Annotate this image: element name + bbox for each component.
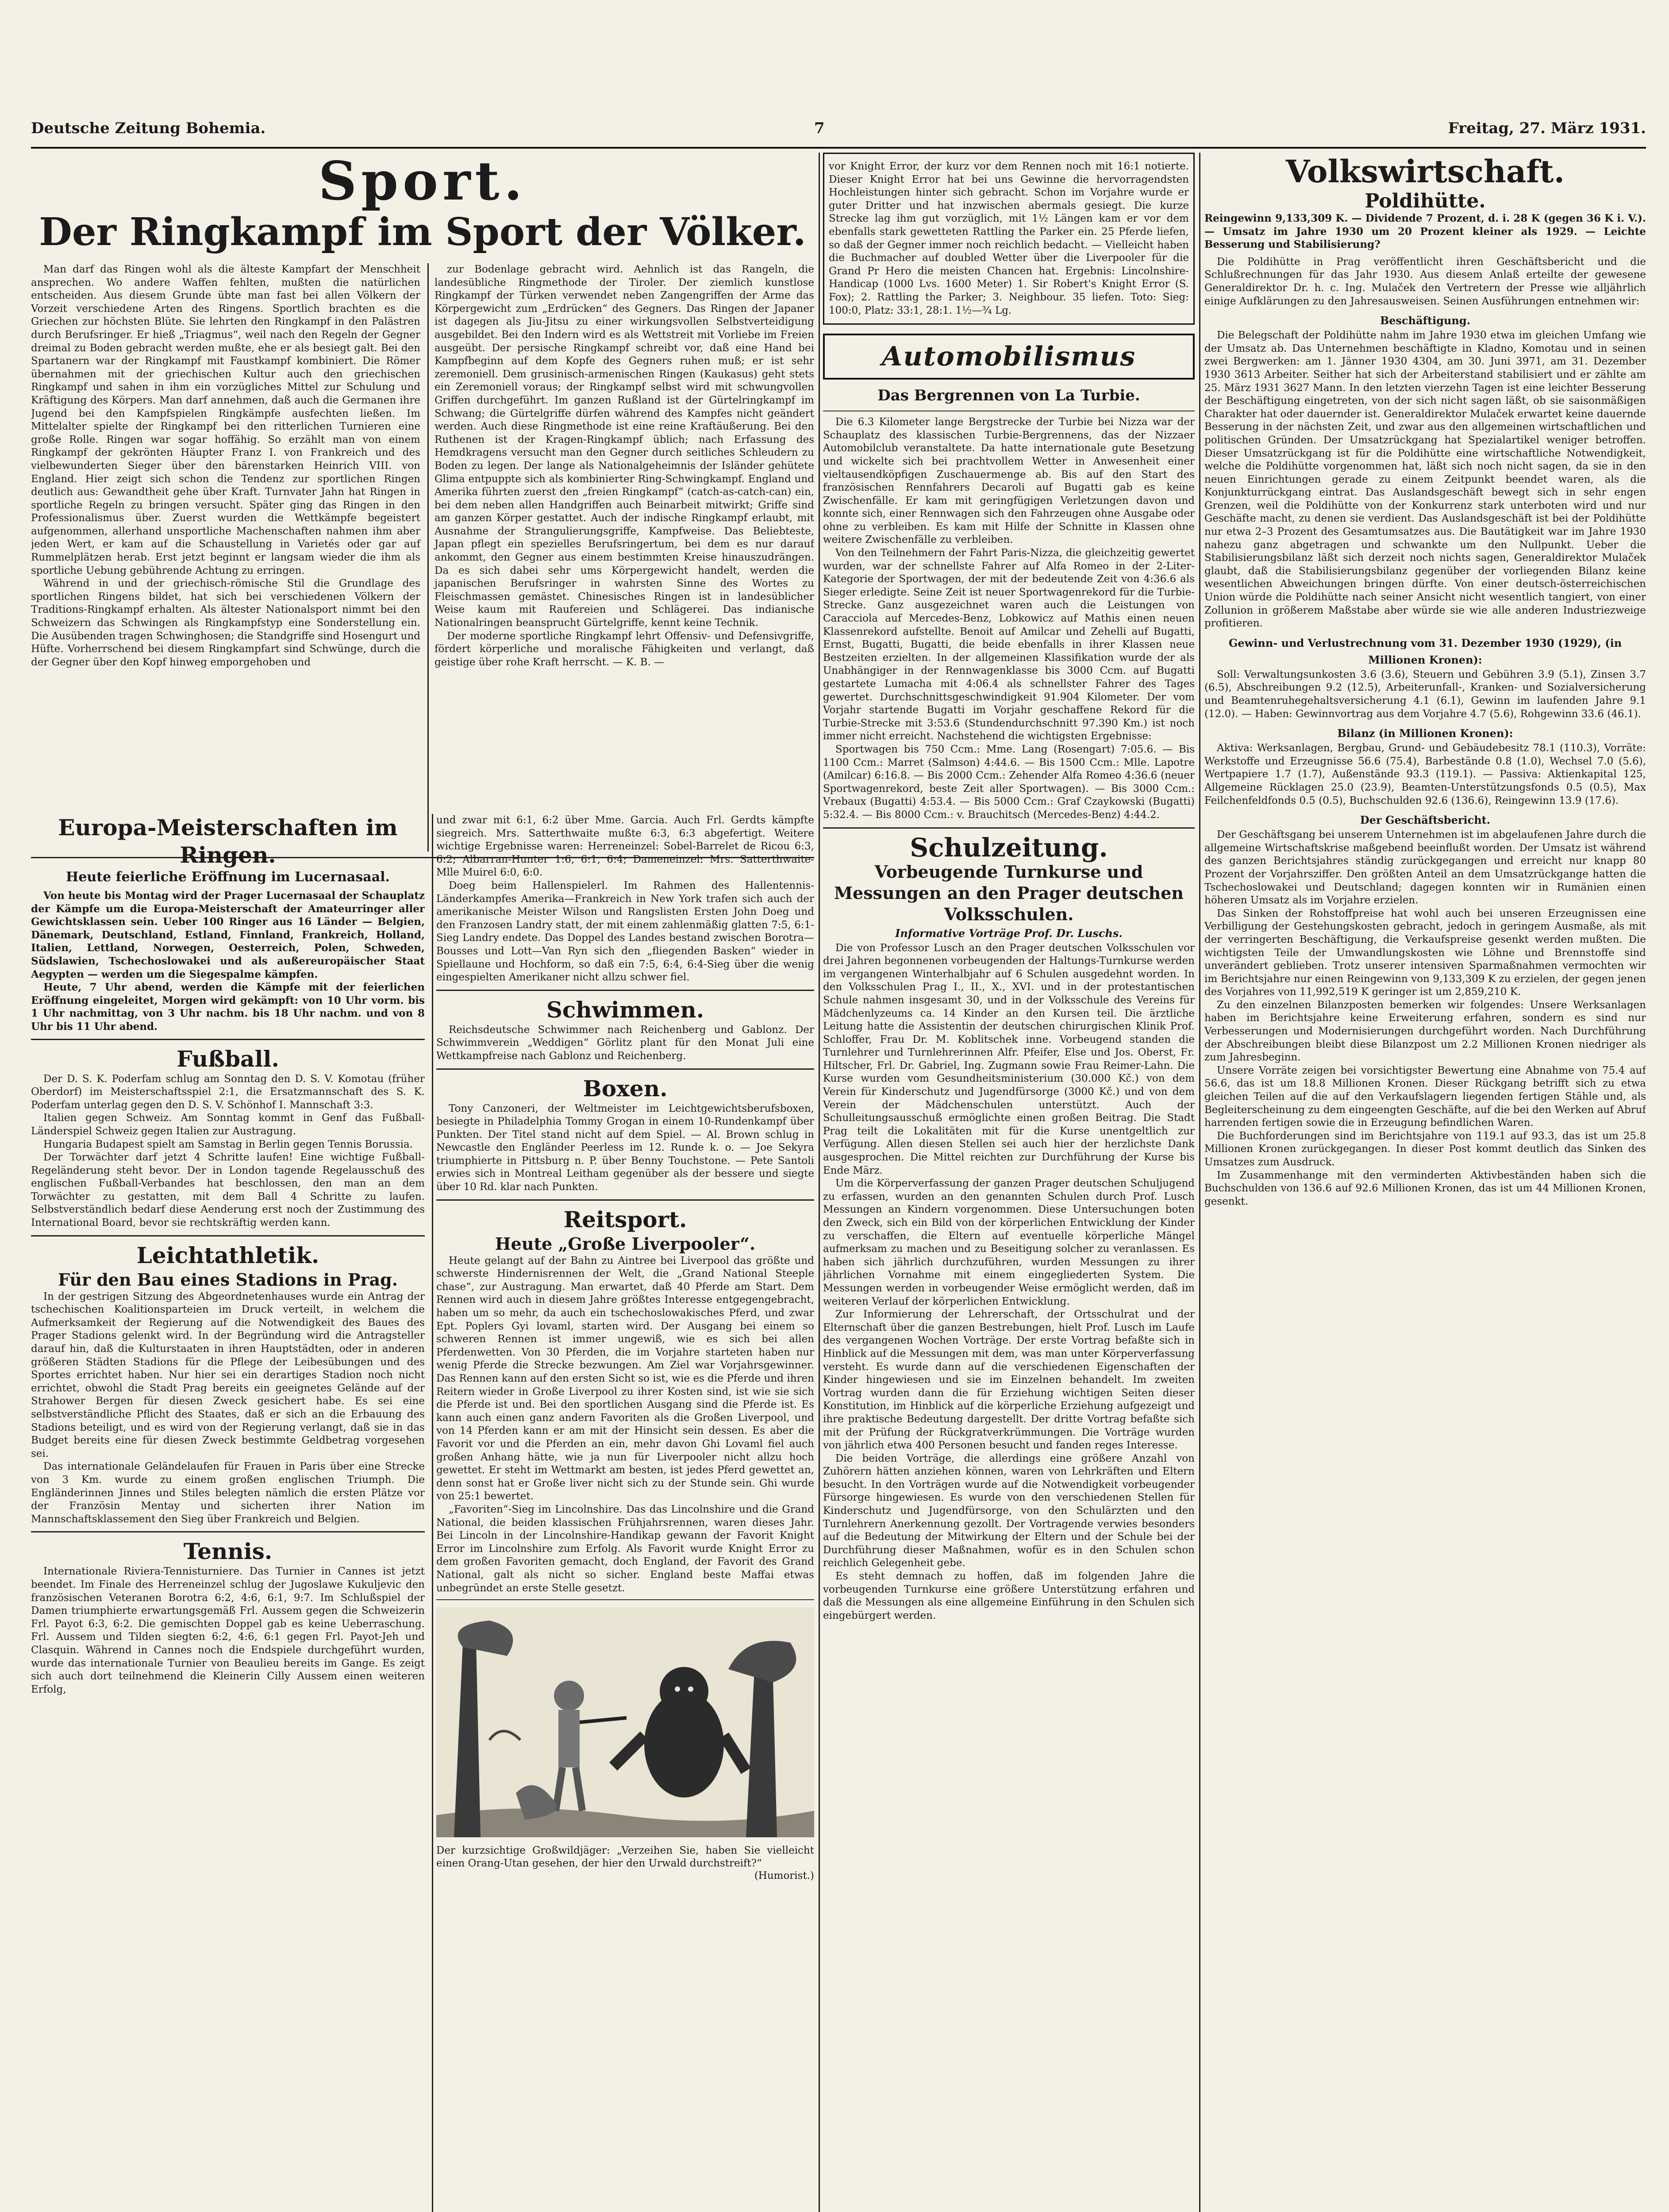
page-number: 7	[814, 119, 825, 137]
bilanz-title: Bilanz (in Millionen Kronen):	[1337, 727, 1513, 740]
sport-section	[31, 153, 814, 864]
cartoon-illustration	[436, 1607, 814, 1837]
beschaeftigung-title: Beschäftigung.	[1380, 314, 1471, 327]
paragraph: Während in und der griechisch-römische Stil die Grundlage des sportlichen Ringens bildet, hat sich bei verschiedenen Völkern der Traditions-Ringkampf erhalten. Als ältester Nationalsport nimmt bei den Schweizern das Schwingen als Ringkampfstyp eine Sonderstellung ein. Die Ausübenden tragen Schwinghosen; die Standgriffe sind Hosengurt und Hüfte. Vorherrschend bei diesem Ringkampfart sind Schwünge, durch die der Gegner über den Kopf hinweg emporgehoben und	[31, 578, 420, 668]
leichtathletik-subtitle: Für den Bau eines Stadions in Prag.	[58, 1269, 398, 1290]
running-header	[31, 119, 1646, 146]
divider	[31, 1235, 425, 1237]
paragraph: Unsere Vorräte zeigen bei vorsichtigster Bewertung eine Abnahme von 75.4 auf 56.6, das ist um 18.8 Millionen Kronen. Dieser Rückgang betrifft sich zu etwa gleichen Teilen auf die auf den Verkaufslagern liegenden fertigen Stähle und, als Begleiterscheinung zu dem eingeengten Geschäfte, auf die bei den Werken auf Abruf harrenden fertigen sowie die in Erzeugung befindlichen Waren.	[1204, 1064, 1646, 1129]
paragraph: Hungaria Budapest spielt am Samstag in Berlin gegen Tennis Borussia.	[43, 1138, 413, 1150]
leichtathletik-title: Leichtathletik.	[136, 1242, 319, 1268]
tennis-continued	[436, 814, 814, 984]
divider	[436, 1068, 814, 1070]
column-rule	[427, 263, 429, 852]
paragraph: Die Poldihütte in Prag veröffentlicht ihren Geschäftsbericht und die Schlußrechnungen für das Jahr 1930. Aus diesem Anlaß erteilte der gewesene Generaldirektor Dr. h. c. Ing. Mulaček den Vertretern der Presse wie alljährlich einige Aufklärungen zu den Jahresausweisen. Seinen Ausführungen entnehmen wir:	[1204, 256, 1646, 307]
poldihuette-lead	[1204, 212, 1646, 251]
paragraph: Heute, 7 Uhr abend, werden die Kämpfe mit der feierlichen Eröffnung eingeleitet, Morgen wird gekämpft: von 10 Uhr vorm. bis 1 Uhr nachmittag, von 3 Uhr nachm. bis 18 Uhr nachm. und von 8 Uhr bis 11 Uhr abend.	[31, 981, 425, 1033]
paragraph: Die Buchforderungen sind im Berichtsjahre von 119.1 auf 93.3, das ist um 25.8 Millionen Kronen zurückgegangen. In dieser Post kommt deutlich das Sinken des Umsatzes zum Ausdruck.	[1204, 1130, 1646, 1168]
divider	[436, 990, 814, 991]
divider	[31, 1531, 425, 1532]
paragraph: Reingewinn 9,133,309 K. — Dividende 7 Prozent, d. i. 28 K (gegen 36 K i. V.). — Umsatz im Jahre 1930 um 20 Prozent kleiner als 1929. — Leichte Besserung und Stabilisierung?	[1204, 212, 1646, 251]
paragraph: Von den Teilnehmern der Fahrt Paris-Nizza, die gleichzeitig gewertet wurden, war der schnellste Fahrer auf Alfa Romeo in der 2-Liter-Kategorie der Sportwagen, der mit der bedeutende Zeit von 4:36.6 als Sieger erledigte. Seine Zeit ist neuer Sportwagenrekord für die Turbie-Strecke. Ganz ausgezeichnet waren auch die Leistungen von Caracciola auf Mercedes-Benz, Lobkowicz auf Mathis einen neuen Klassenrekord aufstellte. Benoit auf Amilcar und Zehelli auf Bugatti, Ernst, Bugatti, Bugatti, die beide ebenfalls in ihrer Klassen neue Bestzeiten erzielten. In der allgemeinen Klassifikation wurde der als Unabhängiger in der Rennwagenklasse bis 3000 Ccm. auf Bugatti gestartete Lumacha mit 4:06.4 als schnellster Fahrer des Tages gewertet. Durchschnittsgeschwindigkeit 91.904 Kilometer. Der vom Vorjahr startende Bugatti im Vorjahr geschaffene Rekord für die Turbie-Strecke mit 3:53.6 (Stundendurchschnitt 97.390 Km.) ist noch immer nicht erreicht. Nachstehend die wichtigsten Ergebnisse:	[823, 547, 1195, 742]
column-3	[823, 153, 1195, 2212]
divider	[436, 1199, 814, 1201]
schwimmen-body	[436, 1024, 814, 1063]
paragraph: vor Knight Error, der kurz vor dem Rennen noch mit 16:1 notierte. Dieser Knight Error hat bei uns Gewinne die hervorragendsten Hochleistungen hinter sich gebracht. Schon im Vorjahre wurde er guter Dritter und hat inzwischen abermals gesiegt. Die kurze Strecke lag ihm gut vorzüglich, mit 1½ Längen kam er vor dem ebenfalls stark gewetteten Rattling the Parker ein. 25 Pferde liefen, so daß der Gegner immer noch reichlich bedacht. — Vielleicht haben die Buchmacher auf doubled Wetter über die Liverpooler für die Grand Pr Hero die meisten Chancen hat. Ergebnis: Lincolnshire-Handicap (1000 Lvs. 1600 Meter) 1. Sir Robert's Knight Error (S. Fox); 2. Rattling the Parker; 3. Neighbour. 35 liefen. Toto: Sieg: 100:0, Platz: 33:1, 28:1. 1½—¾ Lg.	[829, 161, 1189, 316]
header-rule	[31, 147, 1646, 149]
schulzeitung-kicker: Informative Vorträge Prof. Dr. Luschs.	[895, 926, 1123, 940]
cartoon-drawing	[436, 1607, 814, 1837]
schulzeitung-body	[823, 942, 1195, 1623]
paragraph: Der moderne sportliche Ringkampf lehrt Offensiv- und Defensivgriffe, fördert körperliche und moralische Fähigkeiten und verlangt, daß geistige über rohe Kraft herrscht. — K. B. —	[435, 630, 814, 668]
tennis-title: Tennis.	[183, 1538, 273, 1565]
paragraph: Man darf das Ringen wohl als die älteste Kampfart der Menschheit ansprechen. Wo andere Waffen fehlten, mußten die natürlichen entscheiden. Aus diesem Grunde übte man fast bei allen Völkern der Vorzeit verschiedene Arten des Ringens. Sportlich brachten es die Griechen zur höchsten Blüte. Sie lehrten den Ringkampf in den Palästren durch Berufsringer. Er hieß „Triagmus“, weil nach den Regeln der Gegner dreimal zu Boden gebracht werden mußte, ehe er als besiegt galt. Bei den Spartanern war der Ringkampf mit Faustkampf kombiniert. Die Römer übernahmen mit der griechischen Kultur auch den griechischen Ringkampf und sahen in ihm ein vorzügliches Mittel zur Schulung und Kräftigung des Körpers. Man darf annehmen, daß auch die Germanen ihre Jugend bei den Kampfspielen Ringkämpfe ausfechten ließen. Im Mittelalter spielte der Ringkampf bei den ritterlichen Turnieren eine große Rolle. Ringen war sogar hoffähig. So erzählt man von einem Ringkampf der gekrönten Häupter Franz I. von Frankreich und des vielbewunderten Sieger über den bärenstarken Heinrich VIII. von England. Hier zeigt sich schon die Tendenz zur sportlichen Ringen deutlich aus: Gewandtheit gehe über Kraft. Turnvater Jahn hat Ringen in sportliche Regeln zu bringen versucht. Später ging das Ringen in den Professionalismus über. Zuerst wurden die Wettkämpfe begeistert aufgenommen, allerhand unsportliche Machenschaften nahmen ihm aber jeden Wert, er kam auf die Schaustellung in Varietés oder gar auf Rummelplätzen herab. Erst jetzt beginnt er langsam wieder die ihm als sportliche Uebung gebührende Achtung zu erringen.	[31, 264, 420, 576]
column-rule	[1199, 153, 1200, 2212]
paragraph: Der Torwächter darf jetzt 4 Schritte laufen! Eine wichtige Fußball-Regeländerung steht bevor. Der in London tagende Regelausschuß des englischen Fußball-Verbandes hat beschlossen, den man an dem Torwächter zu gestatten, mit dem Ball 4 Schritte zu laufen. Selbstverständlich bedarf diese Aenderung erst noch der Zustimmung des International Board, bevor sie rechtskräftig werden kann.	[31, 1152, 425, 1229]
divider	[436, 1599, 814, 1600]
paragraph: In der gestrigen Sitzung des Abgeordnetenhauses wurde ein Antrag der tschechischen Koalitionsparteien im Druck verteilt, in welchem die Aufmerksamkeit der Regierung auf die Notwendigkeit des Baues des Prager Stadions gelenkt wird. In der Begründung wird die Antragsteller darauf hin, daß die Kulturstaaten in ihren Hauptstädten, oder in anderen größeren Städten Stadions für die Pflege der Leibesübungen und des Sportes errichtet haben. Nur hier sei ein derartiges Stadion noch nicht errichtet, obwohl die Stadt Prag bereits ein geeignetes Gelände auf der Strahower Bergen für diesen Zweck gesichert habe. Es sei eine selbstverständliche Pflicht des Staates, daß er sich an die Erbauung des Stadions beteiligt, und es wird von der Regierung verlangt, daß sie in das Budget bereits eine für diesen Zweck bestimmte Geldbetrag vorgesehen sei.	[31, 1290, 425, 1459]
turbie-body	[823, 416, 1195, 822]
paragraph: Der Geschäftsgang bei unserem Unternehmen ist im abgelaufenen Jahre durch die allgemeine Wirtschaftskrise maßgebend beeinflußt worden. Der Umsatz ist während des ganzen Berichtsjahres ständig zurückgegangen und erreicht nur knapp 80 Prozent der Vorjahrsziffer. Den größten Anteil an dem Umsatzrückgange hatten die Tschechoslowakei und Deutschland; dagegen konnten wir in Rumänien einen höheren Umsatz als im Vorjahre erzielen.	[1204, 829, 1646, 906]
article-title-ringkampf: Der Ringkampf im Sport der Völker.	[39, 210, 806, 254]
poldihuette-title: Poldihütte.	[1365, 190, 1486, 212]
paragraph: und zwar mit 6:1, 6:2 über Mme. Garcia. Auch Frl. Gerdts kämpfte siegreich. Mrs. Satterthwaite mußte 6:3, 6:3 abgefertigt. Weitere wichtige Ergebnisse waren: Herreneinzel: Sobel-Barrelet de Ricou 6:3, 6:2; Albarran-Hunter 1:6, 6:1, 6:4; Dameneinzel: Mrs. Satterthwaite-Mlle Muirel 6:0, 6:0.	[436, 814, 814, 879]
column-1	[31, 814, 425, 2212]
column-rule	[819, 153, 820, 2212]
paragraph: zur Bodenlage gebracht wird. Aehnlich ist das Rangeln, die landesübliche Ringmethode der Tiroler. Der ziemlich kunstlose Ringkampf der Türken verwendet neben Zangengriffen der Arme das Körpergewicht zum „Erdrücken“ des Gegners. Das Ringen der Japaner ist dagegen als Jiu-Jitsu zu einer wirkungsvollen Selbstverteidigung ausgebildet. Bei den Indern wird es als Wettstreit mit Vorliebe im Freien ausgeübt. Der persische Ringkampf schreibt vor, daß eine Hand bei Kampfbeginn auf dem Kopfe des Gegners ruhen muß; er ist sehr zeremoniell. Dem grusinisch-armenischen Ringen (Kaukasus) geht stets ein Zeremoniell voraus; der Ringkampf selbst wird mit schwungvollen Griffen durchgeführt. Im ganzen Rußland ist der Gürtelringkampf im Schwang; die Gürtelgriffe dürfen während des Kampfes nicht geändert werden. Auch diese Ringmethode ist eine reine Kraftäußerung. Bei den Ruthenen ist der Kragen-Ringkampf üblich; nach Erfassung des Hemdkragens versucht man den Gegner durch seitliches Schleudern zu Boden zu legen. Der lange als Nationalgeheimnis der Isländer gehütete Glima entpuppte sich als kombinierter Ring-Schwingkampf. England und Amerika führten zuerst den „freien Ringkampf“ (catch-as-catch-can) ein, bei dem neben allen Handgriffen auch Beinarbeit mitwirkt; Griffe sind am ganzen Körper gestattet. Auch der indische Ringkampf erlaubt, mit Ausnahme der Strangulierungsgriffe, Kampfweise. Das Beliebteste, Japan pflegt ein spezielles Berufsringertum, bei dem es nur darauf ankommt, den Gegner aus einem bestimmten Kreise hinauszudrängen. Da es sich dabei sehr ums Körpergewicht handelt, werden die japanischen Berufsringer in wahrsten Sinne des Wortes zu Fleischmassen gemästet. Chinesisches Ringen ist in landesüblicher Weise kaum mit Raufereien und Schlägerei. Das indianische Nationalringen beansprucht Gürtelgriffe, kennt keine Technik.	[435, 264, 814, 629]
paragraph: Im Zusammenhange mit den verminderten Aktivbeständen haben sich die Buchschulden von 136.6 auf 92.6 Millionen Kronen, das ist um 44 Millionen Kronen, gesenkt.	[1204, 1169, 1646, 1207]
section-title-sport: Sport.	[318, 153, 527, 212]
boxen-title: Boxen.	[583, 1075, 668, 1102]
leichtathletik-body	[31, 1290, 425, 1526]
beschaeftigung-body	[1204, 329, 1646, 630]
paragraph: Um die Körperverfassung der ganzen Prager deutschen Schuljugend zu erfassen, wurden an den genannten Schulen durch Prof. Lusch Messungen an Kindern vorgenommen. Diese Untersuchungen boten den Zweck, sich ein Bild von der körperlichen Entwicklung der Kinder zu verschaffen, die Eltern auf eventuelle körperliche Mängel aufmerksam zu machen und zu Beseitigung solcher zu veranlassen. Es haben sich jährlich durchzuführen, wurden Messungen zu ihrer jährlichen Vornahme mit einem eingegliederten System. Die Messungen werden in vorbeugender Weise ermöglicht werden, daß im weiteren Verlauf der körperlichen Entwicklung.	[823, 1178, 1195, 1307]
paragraph: Reichsdeutsche Schwimmer nach Reichenberg und Gablonz. Der Schwimmverein „Weddigen“ Görlitz plant für den Monat Juli eine Wettkampfreise nach Gablonz und Reichenberg.	[436, 1024, 814, 1062]
automobilismus-banner: Automobilismus	[823, 334, 1195, 380]
geschaeftsbericht-title: Der Geschäftsbericht.	[1360, 814, 1491, 827]
ringkampf-col2	[435, 263, 814, 669]
column-4	[1204, 153, 1646, 2212]
schwimmen-title: Schwimmen.	[546, 996, 704, 1023]
paragraph: Das internationale Geländelaufen für Frauen in Paris über eine Strecke von 3 Km. wurde zu einem großen englischen Triumph. Die Engländerinnen Jinnes und Stiles belegten nämlich die ersten Plätze vor der Französin Mentay und sicherten ihrer Nation im Mannschaftsklassement den Sieg über Frankreich und Belgien.	[31, 1461, 425, 1525]
paragraph: Soll: Verwaltungsunkosten 3.6 (3.6), Steuern und Gebühren 3.9 (5.1), Zinsen 3.7 (6.5), Abschreibungen 9.2 (12.5), Arbeiterunfall-, Kranken- und Sozialversicherung und Beamtenruhegehaltsversicherung 4.1 (6.1), Gewinn im laufenden Jahre 9.1 (12.0). — Haben: Gewinnvortrag aus dem Vorjahre 4.7 (5.6), Rohgewinn 33.6 (46.1).	[1204, 668, 1646, 720]
reitsport-title: Reitsport.	[563, 1206, 687, 1233]
europa-body	[31, 889, 425, 1033]
boxen-body	[436, 1102, 814, 1194]
paragraph: Zur Informierung der Lehrerschaft, der Ortsschulrat und der Elternschaft über die ganzen Bestrebungen, hielt Prof. Lusch im Laufe des vergangenen Wochen Vorträge. Der erste Vortrag befaßte sich in Hinblick auf die Messungen mit dem, was man unter Körperverfassung versteht. Es wurde dann auf die verschiedenen Eigenschaften der Kinder hingewiesen und sie im Einzelnen behandelt. Im zweiten Vortrag wurden dann die für Erziehung wichtigen Seiten dieser Konstitution, im Hinblick auf die körperliche Erziehung aufgezeigt und ihre praktische Bedeutung dargestellt. Der dritte Vortrag befaßte sich mit der Prüfung der Rückgratverkrümmungen. Die Vorträge wurden von jährlich etwa 400 Personen besucht und fanden reges Interesse.	[823, 1309, 1195, 1452]
paragraph: Der D. S. K. Poderfam schlug am Sonntag den D. S. V. Komotau (früher Oberdorf) im Meisterschaftsspiel 2:1, die Ersatzmannschaft des S. K. Poderfam unterlag gegen den D. S. V. Schönhof I. Mannschaft 3:3.	[31, 1073, 425, 1111]
paragraph: Es steht demnach zu hoffen, daß im folgenden Jahre die vorbeugenden Turnkurse eine größere Unterstützung erfahren und daß die Messungen als eine allgemeine Einführung in den Schulen sich eingebürgert werden.	[823, 1571, 1195, 1621]
column-rule	[432, 814, 433, 2212]
paragraph: Das Sinken der Rohstoffpreise hat wohl auch bei unseren Erzeugnissen eine Verbilligung der Gestehungskosten gebracht, jedoch in geringem Ausmaße, als mit der verringerten Beschäftigung, die Verkaufspreise gesenkt werden mußten. Die wichtigsten Teile der Umwandlungskosten wie Löhne und Brennstoffe sind unverändert geblieben. Trotz unserer intensiven Sparmaßnahmen vermochten wir im Berichtsjahre nur einen Reingewinn von 9,133,309 K zu erzielen, der gegen jenen des Vorjahres von 11,992,519 K geringer ist um 2,859,210 K.	[1204, 907, 1646, 998]
issue-date: Freitag, 27. März 1931.	[1448, 119, 1646, 137]
gewinn-verlust-title: Gewinn- und Verlustrechnung vom 31. Dezember 1930 (1929), (in Millionen Kronen):	[1228, 636, 1622, 666]
reitsport-subtitle: Heute „Große Liverpooler“.	[495, 1233, 756, 1254]
paragraph: Internationale Riviera-Tennisturniere. Das Turnier in Cannes ist jetzt beendet. Im Finale des Herreneinzel schlug der Jugoslawe Kukuljevic den französischen Veteranen Borotra 6:2, 4:6, 6:1, 9:7. Im Schlußspiel der Damen triumphierte erwartungsgemäß Frl. Aussem gegen die Schweizerin Frl. Payot 6:3, 6:2. Die gemischten Doppel gab es keine Ueberraschung. Frl. Aussem und Tilden siegten 6:2, 4:6, 6:1 gegen Frl. Payot-Jeh und Clasquin. Während in Cannes noch die Endspiele durchgeführt wurden, wurde das internationale Turnier von Beaulieu bereits im Gange. Es zeigt sich auch dort teilnehmend die Kleinerin Cilly Aussem einen weiteren Erfolg,	[31, 1566, 425, 1695]
paragraph: Doeg beim Hallenspielerl. Im Rahmen des Hallentennis-Länderkampfes Amerika—Frankreich in New York trafen sich auch der amerikanische Meister Wilson und Rangslisten Ersten John Doeg und den Franzosen Landry statt, der mit einem zahlenmäßig glatten 7:5, 6:1-Sieg Landry endete. Das Doppel des Landes bestand zwischen Borotra—Bousses und Lott—Van Ryn sich den „fliegenden Basken“ wieder in Spiellaune und Hochform, so daß ein 7:5, 6:4, 6:4-Sieg über die wenig eingespielten Amerikaner nicht allzu schwer fiel.	[436, 879, 814, 983]
paragraph: Von heute bis Montag wird der Prager Lucernasaal der Schauplatz der Kämpfe um die Europa-Meisterschaft der Amateurringer aller Gewichtsklassen sein. Ueber 100 Ringer aus 16 Länder — Belgien, Dänemark, Deutschland, Estland, Finnland, Frankreich, Holland, Italien, Lettland, Norwegen, Oesterreich, Polen, Schweden, Südslawien, Tschechoslowakei und als außereuropäischer Staat Aegypten — werden um die Siegespalme kämpfen.	[31, 890, 425, 980]
paragraph: Die beiden Vorträge, die allerdings eine größere Anzahl von Zuhörern hätten anziehen können, waren von Lehrkräften und Eltern besucht. In den Vorträgen wurde auf die Notwendigkeit vorbeugender Fürsorge hingewiesen. Es wurde von den verschiedenen Stellen für Kinderschutz und Jugendfürsorge, von den Schulärzten und den Turnlehrern Anerkennung gezollt. Der Vortragende verwies besonders auf die Bedeutung der Mitwirkung der Eltern und der Schule bei der Durchführung dieser Maßnahmen, wofür es in den Schulen schon reichlich Gelegenheit gebe.	[823, 1452, 1195, 1569]
paragraph: Die 6.3 Kilometer lange Bergstrecke der Turbie bei Nizza war der Schauplatz des klassischen Turbie-Bergrennens, das der Nizzaer Automobilclub veranstaltete. Da hatte internationale gute Besetzung und wickelte sich bei prachtvollem Wetter in Anwesenheit einer vieltausendköpfigen Zuschauermenge ab. Bis auf den Start des französischen Rennfahrers Decaroli auf Bugatti gab es keine Zwischenfälle. Er kam mit geringfügigen Verletzungen davon und konnte sich, einer Rennwagen sich den Fahrzeugen ohne Ausgabe oder ohne zu verbleiben. Es kam mit Hilfe der Schnitte in Klassen ohne weitere Zwischenfälle zu verbleiben.	[823, 416, 1195, 546]
paper-name: Deutsche Zeitung Bohemia.	[31, 119, 266, 137]
paragraph: „Favoriten“-Sieg im Lincolnshire. Das das Lincolnshire und die Grand National, die beiden klassischen Frühjahrsrennen, waren dieses Jahr. Bei Lincoln in der Lincolnshire-Handikap gewann der Favorit Knight Error im Lincolnshire zum Erfolg. Als Favorit wurde Knight Error zu dem großen Favoriten gemacht, doch England, der Favorit des Grand National, galt als nicht so sicher. England beste Maffai etwas unbegründet an erste Stelle gesetzt.	[436, 1503, 814, 1594]
paragraph: Tony Canzoneri, der Weltmeister im Leichtgewichtsberufsboxen, besiegte in Philadelphia Tommy Grogan in einem 10-Rundenkampf über Punkten. Der Titel stand nicht auf dem Spiel. — Al. Brown schlug in Newcastle den Engländer Peerless im 12. Runde k. o. — Joe Sekyra triumphierte in Pittsburg n. P. über Benny Touchstone. — Pete Santoli erwies sich in Montreal Leitham gegenüber als der bessere und siegte über 10 Rd. klar nach Punkten.	[436, 1102, 814, 1193]
volkswirtschaft-title: Volkswirtschaft.	[1285, 153, 1565, 190]
paragraph: Heute gelangt auf der Bahn zu Aintree bei Liverpool das größte und schwerste Hindernisrennen der Welt, die „Grand National Steeple chase“, zur Austragung. Man erwartet, daß 40 Pferde am Start. Dem Rennen wird auch in diesem Jahre größtes Interesse entgegengebracht, haben um so mehr, da auch ein tschechoslowakisches Pferd, und zwar Ept. Poplers Gyi lovaml, starten wird. Der Ausgang bei einem so schweren Rennen ist immer ungewiß, wie es sich bei allen Pferdenwetten. Von 30 Pferden, die im Vorjahre starteten haben nur wenig Pferde die Strecke bezwungen. Am Ziel war Vorjahrsgewinner. Das Rennen kann auf den ersten Sicht so ist, wie es die Pferde und ihren Reitern wieder in Große Liverpool zu ihrer Kosten sind, ist wie sie sich die Pferde ist und. Bei den sportlichen Ausgang sind die Pferde ist. Es kann auch einen ganz andern Favoriten als die Großen Liverpool, und von 14 Pferden kann er am mit der Hinsicht sein dessen. Es aber die Favorit vor und die Pferden an ein, mehr davon Ghi Lovaml fiel auch großen Anhang hätte, wie ja nun für Liverpooler nicht allzu hoch gewettet. Er steht im Wettmarkt am besten, ist jedes Pferd gewettet an, denn sonst hat er Große liver nicht sich zu der Stunde sein. Ghi wurde von 25:1 bewertet.	[436, 1255, 814, 1502]
cartoon-source: (Humorist.)	[754, 1870, 814, 1882]
divider	[31, 1039, 425, 1040]
geschaeftsbericht-body	[1204, 829, 1646, 1208]
europa-title: Europa-Meisterschaften im Ringen.	[58, 814, 398, 868]
paragraph: Zu den einzelnen Bilanzposten bemerken wir folgendes: Unsere Werksanlagen haben im Berichtsjahre keine Erweiterung erfahren, sondern es sind nur Verbesserungen und Modernisierungen durchgeführt worden. Nach Durchführung der Abschreibungen bleibt diese Bilanzpost um 2.2 Millionen Kronen niedriger als zum Jahresbeginn.	[1204, 999, 1646, 1064]
divider	[823, 827, 1195, 829]
fussball-body	[31, 1073, 425, 1230]
gewinn-verlust-body	[1204, 668, 1646, 721]
paragraph: Italien gegen Schweiz. Am Sonntag kommt in Genf das Fußball-Länderspiel Schweiz gegen Italien zur Austragung.	[31, 1112, 425, 1137]
ringkampf-col1	[31, 263, 420, 669]
tennis-body	[31, 1565, 425, 1696]
paragraph: Die von Professor Lusch an den Prager deutschen Volksschulen vor drei Jahren begonnenen vorbeugenden der Haltungs-Turnkurse werden im vergangenen Winterhalbjahr auf 6 Schulen ausgedehnt worden. In den Volksschulen Prag I., II., X., XVI. und in der protestantischen Schule nahmen insgesamt 30, und in der Volksschule des Vereins für Mädchenlyzeums ca. 14 Kinder an den Kursen teil. Die ärztliche Leitung hatte die Assistentin der deutschen chirurgischen Klinik Prof. Schloffer, Frau Dr. M. Koblitschek inne. Vorbeugend standen die Turnlehrer und Turnlehrerinnen Alfr. Pfeifer, Else und Jos. Oberst, Fr. Hiltscher, Frl. Dr. Gabriel, Ing. Zugmann sowie Frau Reimer-Lahn. Die Kurse wurden vom Gesundheitsministerium (30.000 Kč.) von dem Verein für Kinderschutz und Jugendfürsorge (3000 Kč.) und von dem Verein der Mädchenschulen unterstützt. Auch der Schulleitungsausschuß ermöglichte einen großen Beitrag. Die Stadt Prag teilt die Lokalitäten mit für die Kurse unentgeltlich zur Verfügung. Allen diesen Stellen sei auch hier der herzlichste Dank ausgesprochen. Die Mittel reichten zur Durchführung der Kurse bis Ende März.	[823, 942, 1195, 1176]
europa-subtitle: Heute feierliche Eröffnung im Lucernasaal.	[66, 869, 390, 885]
poldihuette-intro	[1204, 256, 1646, 308]
paragraph: Sportwagen bis 750 Ccm.: Mme. Lang (Rosengart) 7:05.6. — Bis 1100 Ccm.: Marret (Salmson) 4:44.6. — Bis 1500 Ccm.: Mlle. Lapotre (Amilcar) 6:16.8. — Bis 2000 Ccm.: Zehender Alfa Romeo 4:36.6 (neuer Sportwagenrekord, beste Zeit aller Sportwagen). — Bis 3000 Ccm.: Vrebaux (Bugatti) 4:53.4. — Bis 5000 Ccm.: Graf Czaykowski (Bugatti) 5:32.4. — Bis 8000 Ccm.: v. Brauchitsch (Mercedes-Benz) 4:44.2.	[823, 743, 1195, 821]
cartoon-caption: Der kurzsichtige Großwildjäger: „Verzeihen Sie, haben Sie vielleicht einen Orang-Utan gesehen, der hier den Urwald durchstreift?“	[436, 1845, 814, 1870]
bilanz-body	[1204, 742, 1646, 807]
reitsport-body	[436, 1255, 814, 1595]
paragraph: Die Belegschaft der Poldihütte nahm im Jahre 1930 etwa im gleichen Umfang wie der Umsatz ab. Das Unternehmen beschäftigte in Kladno, Komotau und in seinen zwei Bergwerken: am 1. Jänner 1930 4304, am 30. Juni 3971, am 31. Dezember 1930 3613 Arbeiter. Seither hat sich der Arbeiterstand stabilisiert und er zählte am 25. März 1931 3627 Mann. In den letzten vierzehn Tagen ist eine leichter Besserung der Beschäftigung eingetreten, von der sich nicht sagen läßt, ob sie saisonmäßigen Charakter hat oder dauernder ist. Generaldirektor Mulaček erwartet keine dauernde Besserung in der nächsten Zeit, und zwar aus den allgemeinen wirtschaftlichen und politischen Gründen. Der Umsatzrückgang hat Spezialartikel weniger betroffen. Dieser Umsatzrückgang ist für die Poldihütte eine wirtschaftliche Notwendigkeit, welche die Poldihütte vorgenommen hat, läßt sich noch nicht sagen, da sie in den neuen Einrichtungen gerade zu einem Zeitpunkt beendet waren, als die Konjunkturrückgang eintrat. Das Auslandsgeschäft bewegt sich in sehr engen Grenzen, weil die Poldihütte von der Konkurrenz stark unterboten wird und nur Geschäfte macht, zu denen sie verdient. Das Auslandsgeschäft ist bei der Poldihütte nur etwa 2–3 Prozent des Gesamtumsatzes aus. Die Bautätigkeit war im Jahre 1930 nahezu ganz abgetragen und schwankte um den Nullpunkt. Ueber die Stabilisierungsbilanz läßt sich derzeit noch nichts sagen, Generaldirektor Mulaček glaubt, daß die Stabilisierungsbilanz gegenüber der vorliegenden Bilanz keine wesentlichen Abweichungen bringen dürfte. Von einer deutsch-österreichischen Union würde die Poldihütte nach seiner Ansicht nicht wesentlich tangiert, von einer Zollunion in größerem Maßstabe aber würde sie wie alle anderen Industriezweige profitieren.	[1204, 330, 1646, 630]
schulzeitung-title: Schulzeitung.	[910, 832, 1108, 863]
paragraph: Aktiva: Werksanlagen, Bergbau, Grund- und Gebäudebesitz 78.1 (110.3), Vorräte: Werkstoffe und Erzeugnisse 56.6 (75.4), Barbestände 0.8 (1.0), Wechsel 7.0 (5.6), Wertpapiere 1.7 (1.7), Außenstände 93.3 (119.1). — Passiva: Aktienkapital 125, Allgemeine Rücklagen 25.0 (23.9), Beamten-Unterstützungsfonds 0.5 (0.5), Max Feilchenfeldfonds 0.5 (0.5), Buchschulden 92.6 (136.6), Reingewinn 13.9 (17.6).	[1204, 742, 1646, 806]
schulzeitung-subtitle: Vorbeugende Turnkurse und Messungen an den Prager deutschen Volksschulen.	[834, 861, 1184, 924]
turbie-title: Das Bergrennen von La Turbie.	[877, 387, 1140, 405]
lincolnshire-box	[823, 153, 1195, 325]
fussball-title: Fußball.	[177, 1045, 279, 1072]
column-2	[436, 814, 814, 2212]
newspaper-page	[31, 18, 1646, 2212]
